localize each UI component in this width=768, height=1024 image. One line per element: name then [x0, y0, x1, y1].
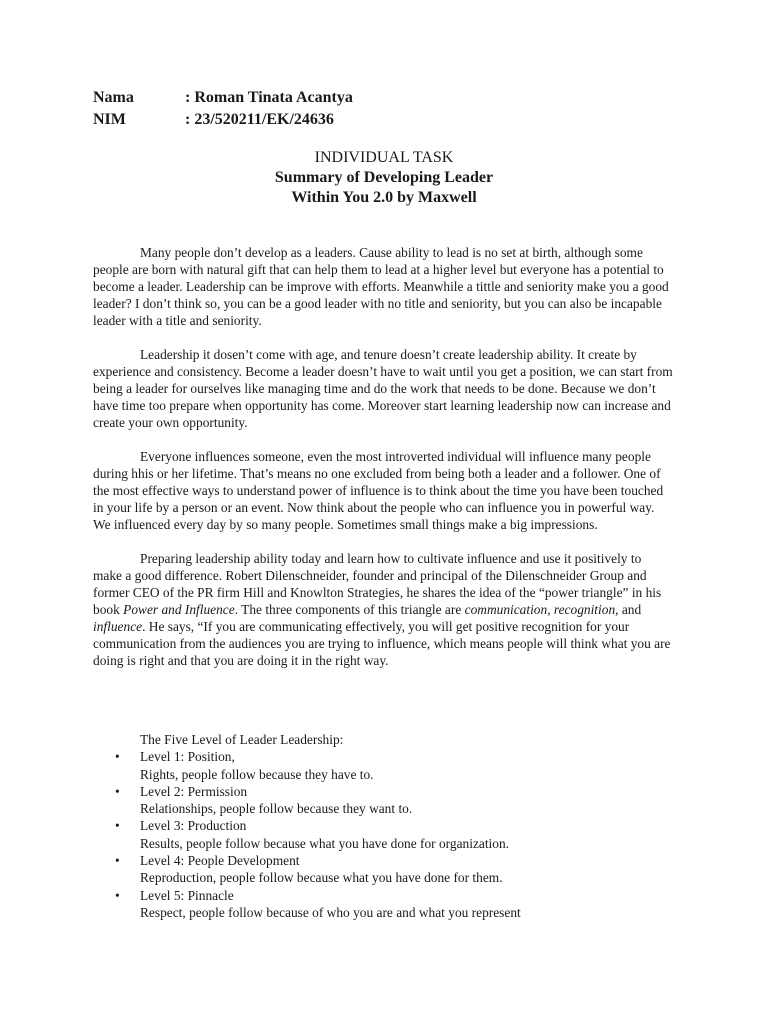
paragraph-4-text-c: and — [618, 602, 642, 617]
nim-row — [93, 110, 334, 130]
influence-term: influence — [93, 619, 143, 634]
bullet-icon: • — [115, 853, 120, 869]
name-label: Nama — [93, 89, 134, 106]
list-item — [93, 783, 673, 818]
paragraph-1: Many people don’t develop as a leaders. Cause ability to lead is no set at birth, although some people are born with natural gift that can help them to lead at a higher level but everyone has a potential to become a leader. Leadership can be improve with efforts. Meanwhile a tittle and seniority make you a good leader? I don’t think so, you can be a good leader with no title and seniority, but you can also be incapable leader with a title and seniority. — [93, 245, 669, 328]
level-name: Level 3: Production — [140, 818, 247, 834]
bullet-icon: • — [115, 887, 120, 903]
name-row — [93, 88, 353, 108]
paragraph-4-text-a: Preparing leadership ability today and learn how to cultivate influence and use it positively to make a good difference. Robert Dilenschneider, founder and principal of the Dilenschneider Group and former CEO of the PR firm Hill and Knowlton Strategies, he shares the idea of the “power triangle” in his book — [93, 551, 662, 617]
level-description: Respect, people follow because of who you are and what you represent — [140, 904, 521, 920]
paragraph-2: Leadership it dosen’t come with age, and tenure doesn’t create leadership ability. It create by experience and consistency. Become a leader doesn’t have to wait until you get a position, we can start from being a leader for ourselves like managing time and do the work that needs to be done. Because we don’t have time too prepare when opportunity has come. Moreover start learning leadership now can increase and create your own opportunity. — [93, 347, 673, 430]
task-title: INDIVIDUAL TASK — [314, 149, 454, 166]
level-description: Rights, people follow because they have to. — [140, 766, 374, 782]
bullet-icon: • — [115, 818, 120, 834]
list-item — [93, 887, 673, 922]
bullet-icon: • — [115, 783, 120, 799]
level-name: Level 2: Permission — [140, 783, 248, 799]
list-item — [93, 852, 673, 887]
name-value: : Roman Tinata Acantya — [185, 89, 353, 106]
level-name: Level 5: Pinnacle — [140, 887, 234, 903]
level-description: Reproduction, people follow because what you have done for them. — [140, 870, 503, 886]
summary-title-line2: Within You 2.0 by Maxwell — [291, 189, 477, 206]
triangle-components: communication, recognition, — [464, 602, 619, 617]
level-name: Level 4: People Development — [140, 853, 300, 869]
levels-list — [93, 748, 673, 921]
nim-label: NIM — [93, 111, 126, 128]
level-name: Level 1: Position, — [140, 749, 235, 765]
level-description: Results, people follow because what you have done for organization. — [140, 835, 510, 851]
list-title: The Five Level of Leader Leadership: — [140, 732, 344, 747]
paragraph-4-text-d: . He says, “If you are communicating effectively, you will get positive recognition for your communication from the audiences you are trying to influence, which means people will think what you are doing is right and that you are doing it in the right way. — [93, 619, 671, 668]
paragraph-3: Everyone influences someone, even the most introverted individual will influence many people during hhis or her lifetime. That’s means no one excluded from being both a leader and a follower. One of the most effective ways to understand power of influence is to think about the time you have been touched in your life by a person or an event. Now think about the people who can influence you in powerful way. We influenced every day by so many people. Sometimes small things make a big impressions. — [93, 449, 664, 532]
paragraph-4 — [93, 550, 673, 669]
nim-value: : 23/520211/EK/24636 — [185, 111, 334, 128]
paragraph-4-text-b: . The three components of this triangle are — [234, 602, 465, 617]
book-title: Power and Influence — [123, 602, 235, 617]
list-item — [93, 748, 673, 783]
list-item — [93, 817, 673, 852]
bullet-icon: • — [115, 749, 120, 765]
level-description: Relationships, people follow because they want to. — [140, 801, 413, 817]
leadership-levels — [93, 731, 673, 921]
summary-title-line1: Summary of Developing Leader — [274, 169, 494, 186]
document-body — [93, 244, 673, 686]
